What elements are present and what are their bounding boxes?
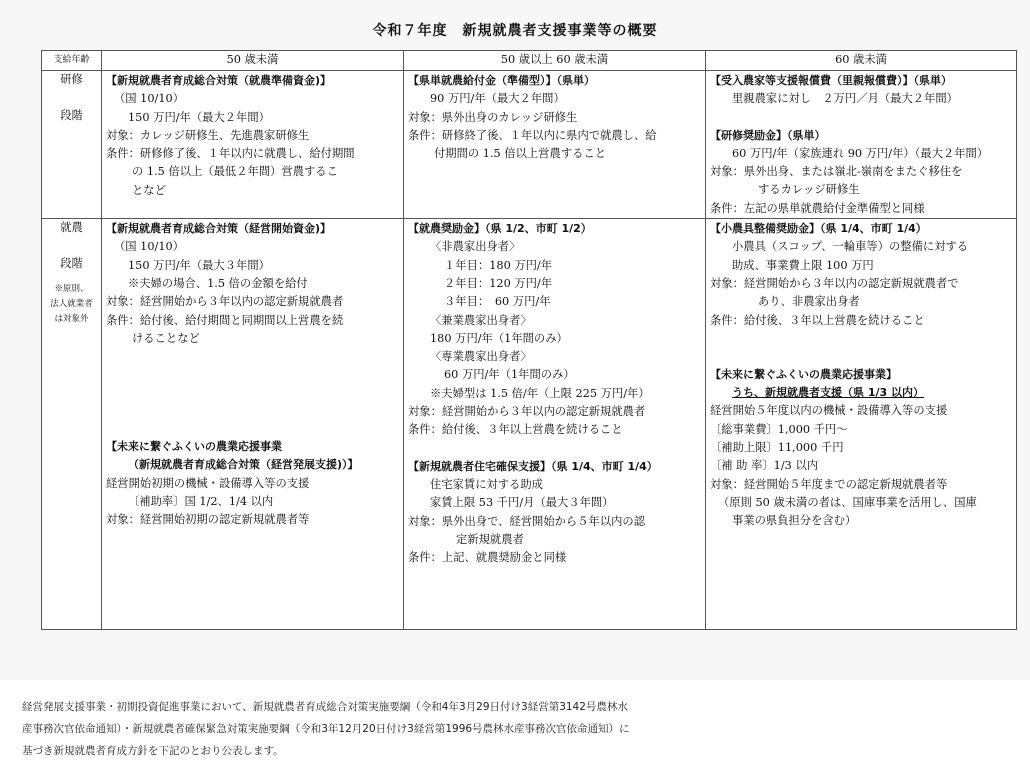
text-line: けることなど xyxy=(132,331,200,345)
text-line: 事業の県負担分を含む） xyxy=(732,514,857,528)
text-line: 90 万円/年（最大２年間） xyxy=(430,92,565,106)
text-line: 経営開始５年度以内の機械・設備導入等の支援 xyxy=(710,404,948,418)
program-heading: 【新規就農者育成総合対策（就農準備資金)】 xyxy=(106,74,332,87)
farming-cell-under-60 xyxy=(706,219,1017,630)
stage-label-line: 段階 xyxy=(60,257,83,271)
text-line: 180 万円/年（1年間のみ） xyxy=(430,331,568,345)
footer-line: 産事務次官依命通知）・新規就農者確保緊急対策実施要綱（令和3年12月20日付け3経営第1996号農林水産事務次官依命通知）に xyxy=(22,723,630,735)
stage-label-line: 研修 xyxy=(60,73,83,86)
farming-cell-50-to-60 xyxy=(404,219,706,630)
text-line: 〔補 助 率〕1/3 以内 xyxy=(710,459,819,473)
text-line: （原則 50 歳未満の者は、国庫事業を活用し、国庫 xyxy=(718,495,977,509)
text-line: 経営開始初期の機械・設備導入等の支援 xyxy=(106,476,310,490)
text-line: 条件：研修終了後、１年以内に県内で就農し、給 xyxy=(408,128,657,142)
text-line: 条件：給付後、給付期間と同期間以上営農を続 xyxy=(106,313,344,327)
text-line: 150 万円/年（最大３年間） xyxy=(128,258,270,272)
text-line: 対象：経営開始から３年以内の認定新規就農者 xyxy=(106,295,344,309)
text-line: 〈兼業農家出身者〉 xyxy=(430,313,532,327)
program-heading: 【未来に繋ぐふくいの農業応援事業 xyxy=(106,440,282,454)
text-line: （国 10/10） xyxy=(114,240,185,254)
text-line: 〈専業農家出身者〉 xyxy=(430,350,532,364)
program-heading: 【県単就農給付金（準備型）】（県単） xyxy=(408,74,595,87)
text-line: 対象：県外出身のカレッジ研修生 xyxy=(408,110,578,124)
program-heading: 【就農奨励金】（県 1/2、市町 1/2） xyxy=(408,222,592,236)
footer-line: 基づき新規就農者育成方針を下記のとおり公表します。 xyxy=(22,745,284,757)
header-under-60: 60 歳未満 xyxy=(706,51,1017,71)
stage-label-farming xyxy=(42,219,102,630)
program-heading: 【新規就農者住宅確保支援】（県 1/4、市町 1/4） xyxy=(408,459,658,473)
text-line: 住宅家賃に対する助成 xyxy=(430,477,543,491)
text-line: 対象：経営開始５年度までの認定新規就農者等 xyxy=(710,477,948,491)
text-line: 〔補助上限〕11,000 千円 xyxy=(710,441,844,455)
header-50-to-60: 50 歳以上 60 歳未満 xyxy=(404,51,706,71)
text-line: 〔総事業費〕1,000 千円～ xyxy=(710,422,848,436)
training-cell-under-60 xyxy=(706,71,1017,219)
text-line: 小農具（スコップ、一輪車等）の整備に対する xyxy=(732,240,969,254)
stage-note-line: ※原則、 xyxy=(54,283,89,294)
text-line: 対象：県外出身、または嶺北-嶺南をまたぐ移住を xyxy=(710,165,963,179)
text-line: （国 10/10） xyxy=(114,92,185,106)
text-line: あり、非農家出身者 xyxy=(758,295,860,309)
program-heading: 【研修奨励金】（県単） xyxy=(710,128,826,142)
farming-cell-under-50 xyxy=(102,219,404,630)
program-subheading: うち、新規就農者支援（県 1/3 以内） xyxy=(732,386,924,400)
support-table xyxy=(41,50,1017,630)
text-line: ※夫婦型は 1.5 倍/年（上限 225 万円/年） xyxy=(430,386,650,400)
text-line: ※夫婦の場合、1.5 倍の金額を給付 xyxy=(128,276,308,290)
header-under-50: 50 歳未満 xyxy=(102,51,404,71)
text-line: 条件：給付後、３年以上営農を続けること xyxy=(408,423,623,437)
text-line: 条件：左記の県単就農給付金準備型と同様 xyxy=(710,201,925,215)
program-heading: 【新規就農者育成総合対策（経営開始資金)】 xyxy=(106,222,332,236)
text-line: 条件：上記、就農奨励金と同様 xyxy=(408,551,567,565)
training-cell-50-to-60 xyxy=(404,71,706,219)
text-line: となど xyxy=(132,183,166,197)
program-heading: 【未来に繋ぐふくいの農業応援事業】 xyxy=(710,367,897,381)
text-line: 対象：経営開始から３年以内の認定新規就農者で xyxy=(710,276,959,290)
text-line: １年目：180 万円/年 xyxy=(444,258,553,272)
text-line: 定新規就農者 xyxy=(456,532,524,546)
text-line: 〈非農家出身者〉 xyxy=(430,240,521,254)
stage-note xyxy=(42,282,101,327)
training-stage-row xyxy=(42,71,1017,219)
stage-note-line: 法人就業者 xyxy=(50,298,93,309)
training-cell-under-50 xyxy=(102,71,404,219)
farming-stage-row xyxy=(42,219,1017,630)
text-line: するカレッジ研修生 xyxy=(758,183,860,197)
stage-note-line: は対象外 xyxy=(54,313,89,324)
program-heading: 【受入農家等支援報償費（里親報償費）】（県単） xyxy=(710,74,952,87)
text-line: 対象：経営開始初期の認定新規就農者等 xyxy=(106,513,310,527)
footer-line: 経営発展支援事業・初期投資促進事業において、新規就農者育成総合対策実施要綱（令和4年3月29日付け3経営第3142号農林水 xyxy=(22,701,628,713)
header-row xyxy=(42,51,1017,71)
text-line: 助成、事業費上限 100 万円 xyxy=(732,258,874,272)
footer-text xyxy=(22,696,1022,762)
text-line: 家賃上限 53 千円/月（最大３年間） xyxy=(430,496,614,510)
header-age: 支給年齢 xyxy=(42,51,102,71)
text-line: 〔補助率〕国 1/2、1/4 以内 xyxy=(128,495,274,509)
text-line: 付期間の 1.5 倍以上営農すること xyxy=(434,147,607,161)
stage-label-line: 段階 xyxy=(60,109,83,123)
stage-label-line: 就農 xyxy=(60,221,83,235)
text-line: の 1.5 倍以上（最低２年間）営農するこ xyxy=(132,165,338,179)
text-line: 対象：経営開始から３年以内の認定新規就農者 xyxy=(408,405,646,419)
text-line: 150 万円/年（最大２年間） xyxy=(128,110,270,124)
program-heading: （新規就農者育成総合対策（経営発展支援)）】 xyxy=(128,458,359,472)
page-title: 令和７年度 新規就農者支援事業等の概要 xyxy=(372,23,658,39)
text-line: ２年目：120 万円/年 xyxy=(444,276,553,290)
text-line: 対象：カレッジ研修生、先進農家研修生 xyxy=(106,128,310,142)
stage-label-training xyxy=(42,71,102,219)
text-line: 60 万円/年（1年間のみ） xyxy=(444,368,575,382)
text-line: 条件：研修修了後、１年以内に就農し、給付期間 xyxy=(106,147,355,161)
text-line: 60 万円/年（家族連れ 90 万円/年）（最大２年間） xyxy=(732,146,989,160)
text-line: 里親農家に対し ２万円／月（最大２年間） xyxy=(732,92,958,106)
text-line: ３年目： 60 万円/年 xyxy=(444,295,551,309)
text-line: 対象：県外出身で、経営開始から５年以内の認 xyxy=(408,514,646,528)
text-line: 条件：給付後、３年以上営農を続けること xyxy=(710,313,925,327)
program-heading: 【小農具整備奨励金】（県 1/4、市町 1/4） xyxy=(710,222,927,236)
